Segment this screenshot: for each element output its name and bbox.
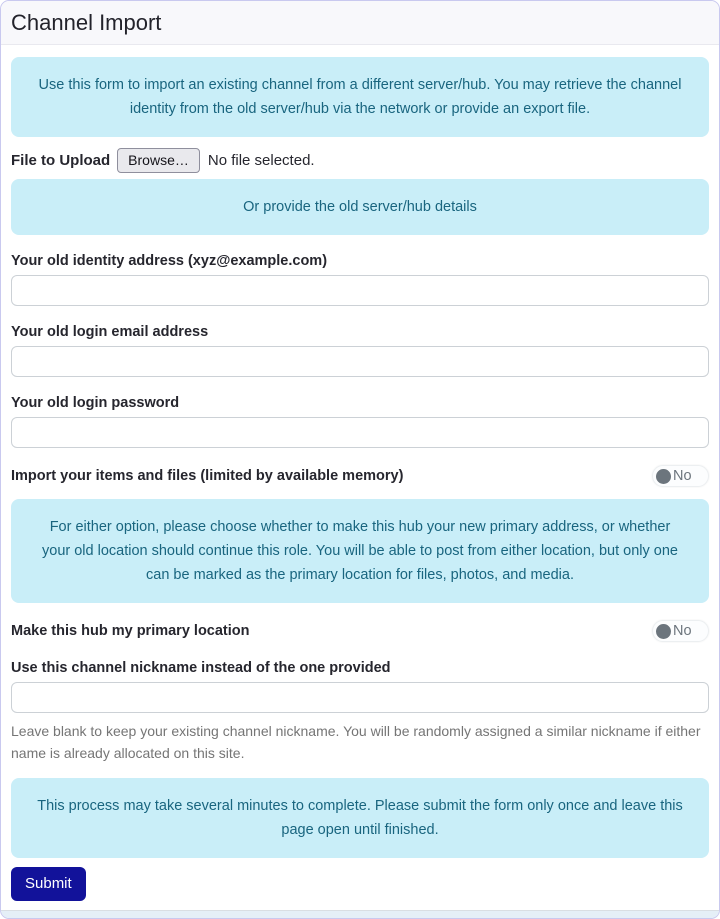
- identity-address-input[interactable]: [11, 275, 709, 306]
- login-email-field-group: [11, 323, 709, 377]
- nickname-input[interactable]: [11, 682, 709, 713]
- intro-info-text: Use this form to import an existing channel from a different server/hub. You may retrieve the channel identity from the old server/hub via the network or provide an export file.: [38, 77, 682, 117]
- browse-button[interactable]: Browse…: [117, 148, 200, 173]
- file-upload-label: File to Upload: [11, 152, 111, 169]
- login-password-label: Your old login password: [11, 395, 180, 411]
- primary-location-toggle-label: Make this hub my primary location: [11, 623, 250, 639]
- primary-location-info-text: For either option, please choose whether to make this hub your new primary address, or whether your old location should continue this role. You will be able to post from either location, but only one can be marked as the primary location for files, photos, and media.: [42, 519, 678, 583]
- identity-address-label: Your old identity address (xyz@example.com): [11, 253, 328, 269]
- primary-location-toggle-row: [11, 620, 709, 642]
- page-header: [1, 1, 719, 45]
- nickname-field-group: [11, 659, 709, 764]
- toggle-knob-icon: [656, 624, 671, 639]
- nickname-label: Use this channel nickname instead of the one provided: [11, 660, 391, 676]
- divider-info-box: [11, 179, 709, 235]
- divider-info-text: Or provide the old server/hub details: [243, 199, 477, 215]
- intro-info-box: [11, 57, 709, 137]
- primary-location-toggle-state: No: [673, 622, 692, 639]
- process-info-box: [11, 778, 709, 858]
- primary-location-toggle[interactable]: [652, 620, 709, 642]
- login-password-input[interactable]: [11, 417, 709, 448]
- identity-address-field-group: [11, 252, 709, 306]
- submit-row: [11, 867, 709, 901]
- import-items-toggle-state: No: [673, 467, 692, 484]
- file-upload-status: No file selected.: [207, 152, 315, 169]
- nickname-help-text: Leave blank to keep your existing channel nickname. You will be randomly assigned a similar nickname if either name is already allocated on this site.: [11, 723, 701, 761]
- import-items-toggle[interactable]: [652, 465, 709, 487]
- login-email-input[interactable]: [11, 346, 709, 377]
- login-password-field-group: [11, 394, 709, 448]
- import-items-toggle-row: [11, 465, 709, 487]
- page-footer-strip: [1, 910, 719, 918]
- primary-location-info-box: [11, 499, 709, 603]
- page-title: Channel Import: [11, 10, 162, 35]
- import-items-toggle-label: Import your items and files (limited by available memory): [11, 468, 404, 484]
- process-info-text: This process may take several minutes to complete. Please submit the form only once and leave this page open until finished.: [37, 798, 683, 838]
- toggle-knob-icon: [656, 469, 671, 484]
- login-email-label: Your old login email address: [11, 324, 209, 340]
- submit-button[interactable]: Submit: [11, 867, 86, 901]
- form-content: [1, 45, 719, 910]
- file-upload-row: [11, 148, 709, 173]
